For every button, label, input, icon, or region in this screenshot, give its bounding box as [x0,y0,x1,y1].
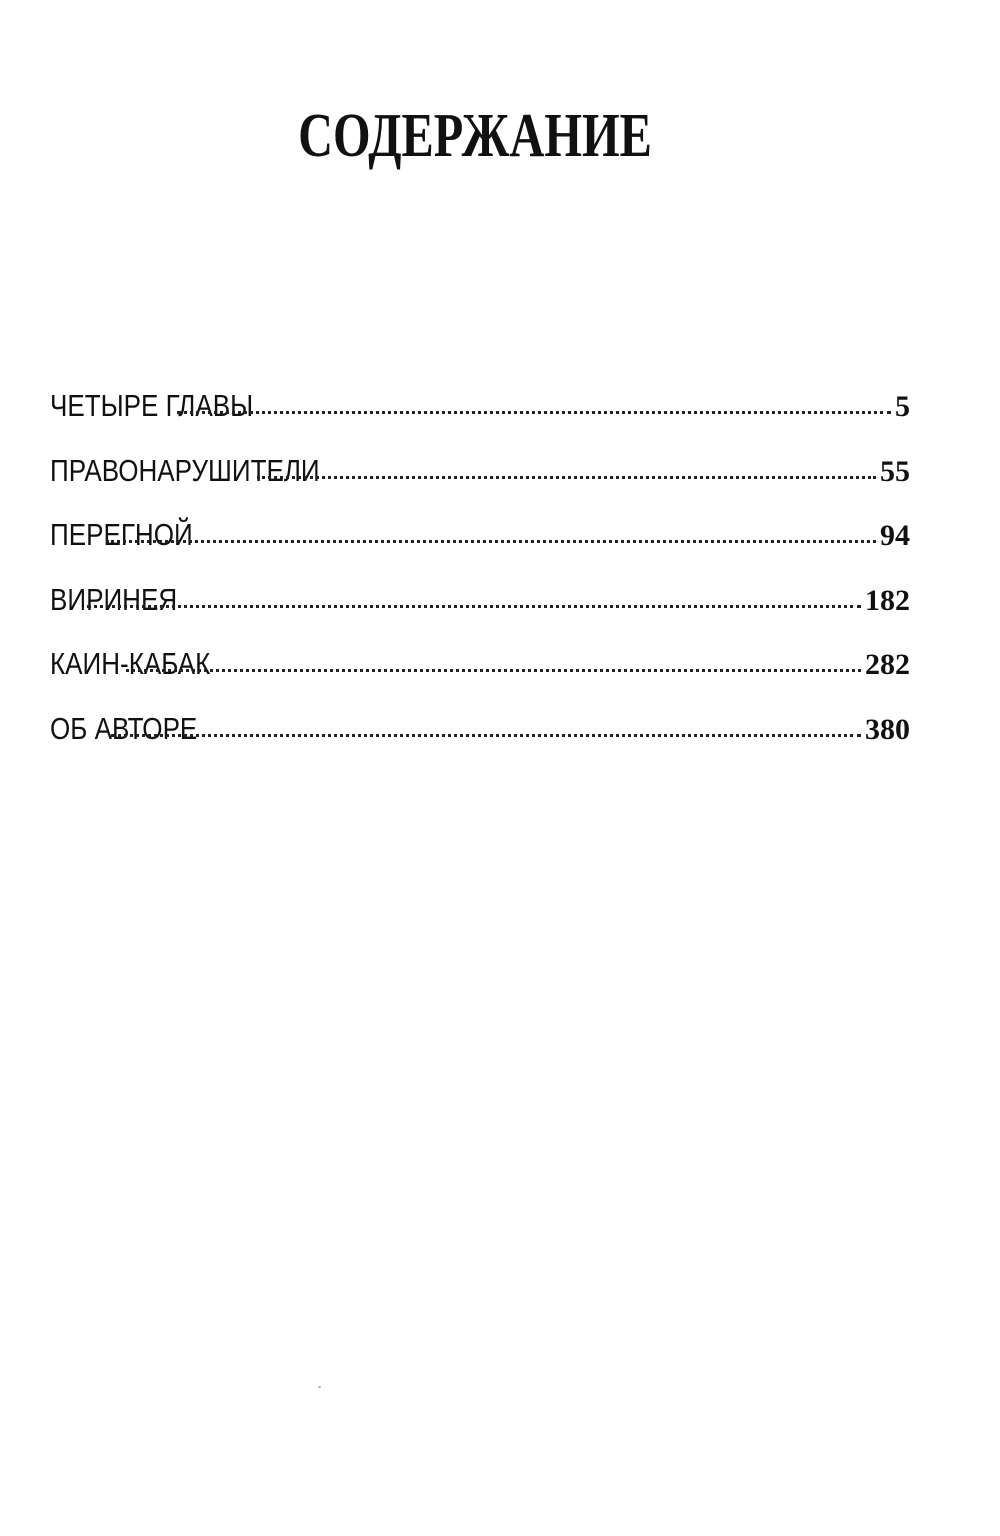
page-title: СОДЕРЖАНИЕ [298,102,652,170]
toc-page-number: 282 [865,648,910,681]
toc-entry[interactable] [50,646,910,711]
toc-entry[interactable] [50,453,910,518]
toc-entry-title: ЧЕТЫРЕ ГЛАВЫ [50,388,254,423]
dot-leader [106,540,877,543]
toc-entry[interactable] [50,517,910,582]
toc-page-number: 5 [895,390,910,423]
dot-leader [257,476,876,479]
dot-leader [177,411,891,414]
toc-page-number: 380 [865,712,910,746]
paper-speck [318,1386,321,1388]
toc-entry-title: ВИРИНЕЯ [50,581,178,617]
toc-entry[interactable] [50,711,910,776]
toc-page-number: 94 [880,519,910,552]
toc-entry-title: ПЕРЕГНОЙ [50,517,193,552]
toc-page-number: 55 [880,454,910,488]
dot-leader [126,669,861,672]
toc-entry-title: КАИН-КАБАК [50,646,211,681]
toc-page-number: 182 [865,583,910,617]
dot-leader [111,734,861,737]
table-of-contents [50,388,910,775]
toc-entry-title: ОБ АВТОРЕ [50,710,198,746]
dot-leader [87,605,861,608]
toc-entry[interactable] [50,582,910,647]
toc-entry-title: ПРАВОНАРУШИТЕЛИ [50,452,320,488]
toc-entry[interactable] [50,388,910,453]
